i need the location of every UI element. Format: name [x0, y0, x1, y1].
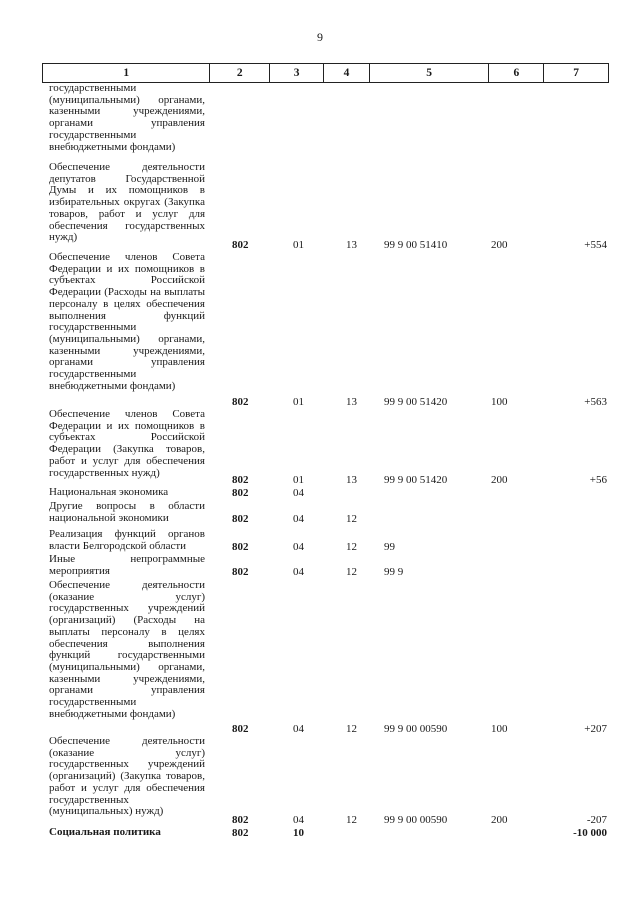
row-description: Национальная экономика — [49, 486, 169, 498]
row-target: 99 — [384, 541, 395, 553]
header-col-1: 1 — [43, 64, 210, 82]
row-description: Другие вопросы в области национальной экономики — [49, 500, 205, 524]
row-code: 802 — [232, 396, 249, 408]
header-col-2: 2 — [210, 64, 270, 82]
row-code: 802 — [232, 513, 249, 525]
row-target: 99 9 00 51420 — [384, 396, 448, 408]
row-subsection: 12 — [346, 723, 357, 735]
row-amount: +554 — [584, 239, 607, 251]
row-subsection: 12 — [346, 566, 357, 578]
row-section: 01 — [293, 239, 304, 251]
row-code: 802 — [232, 723, 249, 735]
row-target: 99 9 00 00590 — [384, 814, 448, 826]
row-code: 802 — [232, 566, 249, 578]
row-code: 802 — [232, 541, 249, 553]
row-vr: 100 — [491, 723, 508, 735]
row-section: 01 — [293, 474, 304, 486]
header-col-5: 5 — [370, 64, 490, 82]
row-section: 10 — [293, 827, 304, 839]
row-subsection: 13 — [346, 239, 357, 251]
row-description: Обеспечение членов Совета Федерации и их помощников в субъектах Российской Федерации (Расходы на выплаты персоналу в целях обеспечения выполнения функций государственными (муниципальными) органами, казенными учреждениями, органами управления государственными внебюджетными фондами) — [49, 251, 205, 392]
row-code: 802 — [232, 814, 249, 826]
page-number: 9 — [317, 30, 323, 44]
header-col-4: 4 — [324, 64, 370, 82]
row-description: Социальная политика — [49, 826, 161, 838]
row-amount: +207 — [584, 723, 607, 735]
row-subsection: 12 — [346, 541, 357, 553]
row-target: 99 9 — [384, 566, 404, 578]
row-amount: +563 — [584, 396, 607, 408]
row-target: 99 9 00 51420 — [384, 474, 448, 486]
row-target: 99 9 00 51410 — [384, 239, 448, 251]
table-header — [42, 63, 609, 83]
row-description: Обеспечение деятельности (оказание услуг) государственных учреждений (организаций) (Расходы на выплаты персоналу в целях обеспечения выполнения функций государственными (муниципальными) органами, казенными учреждениями, органами управления государственными внебюджетными фондами) — [49, 579, 205, 720]
row-vr: 100 — [491, 396, 508, 408]
row-description: Обеспечение членов Совета Федерации и их помощников в субъектах Российской Федерации (Закупка товаров, работ и услуг для обеспечения государственных нужд) — [49, 408, 205, 479]
row-section: 04 — [293, 513, 304, 525]
row-target: 99 9 00 00590 — [384, 723, 448, 735]
row-vr: 200 — [491, 474, 508, 486]
row-amount: -207 — [586, 814, 607, 826]
row-vr: 200 — [491, 239, 508, 251]
row-description: Реализация функций органов власти Белгородской области — [49, 528, 205, 552]
row-description: Иные непрограммные мероприятия — [49, 553, 205, 577]
row-amount: -10 000 — [573, 827, 607, 839]
row-code: 802 — [232, 487, 249, 499]
row-section: 04 — [293, 487, 304, 499]
row-subsection: 12 — [346, 814, 357, 826]
row-section: 04 — [293, 541, 304, 553]
row-code: 802 — [232, 474, 249, 486]
row-section: 04 — [293, 566, 304, 578]
row-section: 04 — [293, 814, 304, 826]
row-section: 01 — [293, 396, 304, 408]
row-subsection: 13 — [346, 396, 357, 408]
header-col-3: 3 — [270, 64, 324, 82]
row-description: Обеспечение деятельности депутатов Государственной Думы и их помощников в избирательных округах (Закупка товаров, работ и услуг для обеспечения государственных нужд) — [49, 161, 205, 244]
row-code: 802 — [232, 827, 249, 839]
row-subsection: 13 — [346, 474, 357, 486]
header-col-7: 7 — [573, 67, 579, 79]
row-amount: +56 — [589, 474, 607, 486]
row-subsection: 12 — [346, 513, 357, 525]
row-vr: 200 — [491, 814, 508, 826]
header-col-6: 6 — [489, 64, 544, 82]
continuation-text: государственными (муниципальными) органами, казенными учреждениями, органами управления государственными внебюджетными фондами) — [49, 82, 205, 153]
row-code: 802 — [232, 239, 249, 251]
row-description: Обеспечение деятельности (оказание услуг) государственных учреждений (организаций) (Закупка товаров, работ и услуг для обеспечения государственных (муниципальных) нужд) — [49, 735, 205, 818]
row-section: 04 — [293, 723, 304, 735]
